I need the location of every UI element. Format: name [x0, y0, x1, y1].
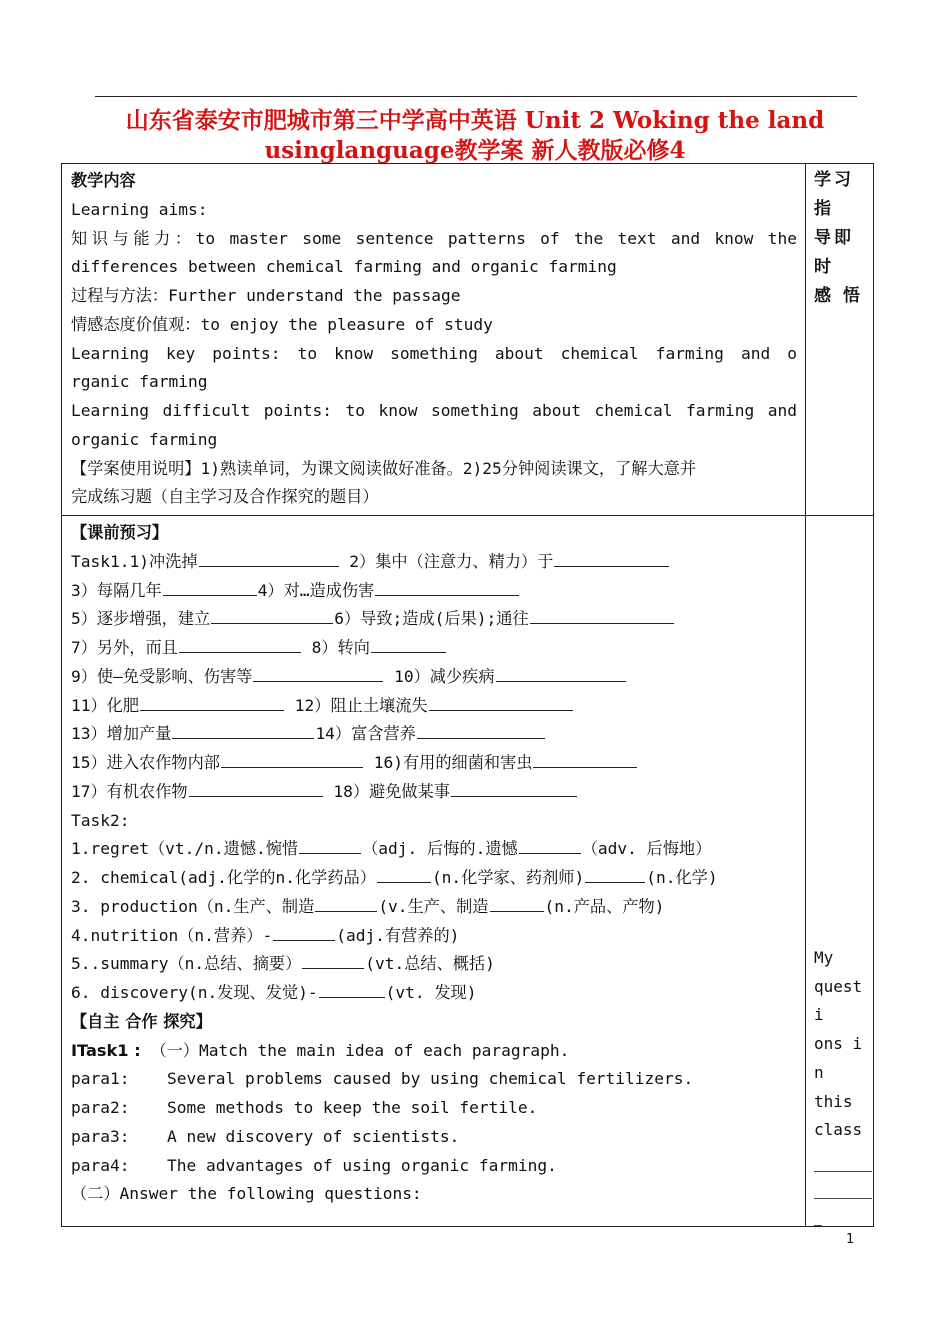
answer-blank[interactable] — [315, 893, 377, 912]
word-form-prompt: (v.生产、制造 — [378, 896, 489, 916]
vocab-row — [71, 663, 797, 692]
answer-blank[interactable] — [585, 864, 645, 883]
vocab-prompt: Task1.1)冲洗掉 — [71, 551, 198, 571]
vocab-prompt: 10）减少疾病 — [384, 666, 495, 686]
answer-blank[interactable] — [299, 835, 361, 854]
notes-blank-line[interactable] — [814, 1199, 822, 1226]
word-form-row — [71, 835, 797, 864]
word-form-prompt: (n.化学家、药剂师) — [431, 868, 585, 887]
paragraph-label: para1: — [71, 1069, 130, 1089]
word-form-prompt: 5..summary（n.总结、摘要） — [71, 954, 302, 974]
answer-blank[interactable] — [490, 893, 544, 912]
answer-blank[interactable] — [189, 778, 323, 797]
answer-blank[interactable] — [172, 720, 314, 739]
objective-line: 知识与能力：to master some sentence patterns of the text and know the — [71, 228, 797, 248]
vocab-prompt: 14）富含营养 — [315, 724, 416, 744]
answer-blank[interactable] — [273, 922, 335, 941]
note-line: My — [814, 948, 834, 967]
answer-blank[interactable] — [302, 950, 364, 969]
my-questions-note — [814, 944, 867, 1226]
usage-instructions-line: 【学案使用说明】1)熟读单词，为课文阅读做好准备。2)25分钟阅读课文，了解大意并 — [71, 458, 697, 478]
answer-blank[interactable] — [417, 720, 545, 739]
word-form-row — [71, 893, 797, 922]
answer-blank[interactable] — [533, 749, 637, 768]
word-form-prompt: (adj.有营养的) — [336, 925, 460, 945]
paragraph-label: para3: — [71, 1126, 130, 1146]
note-line: questi — [814, 976, 863, 1025]
preview-heading: 【课前预习】 — [71, 523, 169, 542]
answer-blank[interactable] — [429, 692, 573, 711]
word-form-prompt: 4.nutrition（n.营养）- — [71, 925, 273, 945]
word-form-prompt: （adj. 后悔的.遗憾 — [362, 839, 518, 859]
page-number: 1 — [846, 1232, 855, 1247]
paragraph-idea: Several problems caused by using chemical fertilizers. — [167, 1069, 694, 1089]
guidance-heading-line: 导即时 — [814, 228, 854, 277]
vocab-prompt: 4）对…造成伤害 — [257, 580, 375, 600]
objectives-cell — [62, 164, 806, 516]
answer-blank[interactable] — [221, 749, 363, 768]
vocab-prompt: 15）进入农作物内部 — [71, 753, 220, 772]
word-form-prompt: 1.regret（vt./n.遗憾.惋惜 — [71, 839, 299, 859]
word-form-prompt: （adv. 后悔地） — [581, 839, 712, 859]
vocab-prompt: 18）避免做某事 — [323, 781, 450, 801]
row-objectives — [62, 164, 874, 516]
word-form-prompt: (n.化学) — [646, 868, 718, 887]
word-form-prompt: (n.产品、产物) — [544, 896, 665, 916]
guidance-cell — [806, 164, 874, 516]
key-points-line: Learning key points: to know something about chemical farming and o — [71, 343, 797, 363]
answer-blank[interactable] — [530, 605, 674, 624]
section-heading-content: 教学内容 — [71, 171, 136, 190]
answer-blank[interactable] — [319, 979, 385, 998]
answer-blank[interactable] — [496, 663, 626, 682]
objective-line: 情感态度价值观：to enjoy the pleasure of study — [71, 314, 493, 334]
answer-blank[interactable] — [163, 577, 257, 596]
vocab-row — [71, 692, 797, 721]
guidance-heading-line: 学习指 — [814, 170, 854, 219]
task1-label: ⅠTask1 : — [71, 1040, 141, 1060]
word-form-row — [71, 922, 797, 951]
vocab-prompt: 3）每隔几年 — [71, 580, 162, 600]
key-points-line: rganic farming — [71, 372, 208, 392]
vocab-prompt: 5）逐步增强，建立 — [71, 609, 211, 629]
preview-cell — [62, 516, 806, 1227]
notes-cell — [806, 516, 874, 1227]
usage-instructions-line: 完成练习题（自主学习及合作探究的题目） — [71, 487, 379, 507]
notes-blank-line[interactable] — [814, 1172, 872, 1199]
vocab-prompt: 2）集中（注意力、精力）于 — [339, 551, 554, 571]
vocab-row — [71, 778, 797, 807]
task2-label: Task2: — [71, 810, 130, 830]
learning-aims-label: Learning aims: — [71, 199, 208, 219]
vocab-row — [71, 720, 797, 749]
answer-blank[interactable] — [371, 634, 446, 653]
word-form-row — [71, 979, 797, 1008]
paragraph-idea: The advantages of using organic farming. — [167, 1155, 557, 1175]
note-line: class — [814, 1120, 863, 1140]
vocab-row — [71, 548, 797, 577]
inquiry-heading: 【自主 合作 探究】 — [71, 1011, 212, 1031]
vocab-prompt: 7）另外，而且 — [71, 638, 178, 657]
difficult-points-line: organic farming — [71, 429, 218, 449]
objective-line: 过程与方法：Further understand the passage — [71, 286, 461, 305]
task1-instruction: （一）Match the main idea of each paragraph. — [150, 1040, 570, 1060]
word-form-prompt: 6. discovery(n.发现、发觉)- — [71, 983, 318, 1002]
objective-line: differences between chemical farming and organic farming — [71, 257, 617, 277]
vocab-prompt: 12）阻止土壤流失 — [285, 695, 428, 715]
answer-blank[interactable] — [451, 778, 577, 797]
answer-blank[interactable] — [375, 577, 519, 596]
word-form-prompt: 3. production（n.生产、制造 — [71, 896, 315, 916]
answer-blank[interactable] — [211, 605, 333, 624]
answer-blank[interactable] — [179, 634, 301, 653]
paragraph-label: para4: — [71, 1155, 130, 1175]
vocab-row — [71, 605, 797, 634]
vocab-row — [71, 749, 797, 778]
vocab-prompt: 11）化肥 — [71, 695, 140, 715]
vocab-row — [71, 577, 797, 606]
paragraph-row — [71, 1123, 797, 1152]
word-form-prompt: (vt. 发现) — [385, 983, 477, 1002]
note-line: this — [814, 1091, 853, 1111]
task1-line — [71, 1037, 797, 1066]
note-line: ons in — [814, 1034, 863, 1082]
answer-questions-line: （二）Answer the following questions: — [71, 1184, 422, 1204]
word-form-row — [71, 864, 797, 893]
document-title — [60, 106, 890, 166]
word-form-row — [71, 950, 797, 979]
difficult-points-line: Learning difficult points: to know something about chemical farming and — [71, 401, 797, 420]
header-rule — [95, 96, 857, 97]
vocab-prompt: 13）增加产量 — [71, 724, 172, 744]
answer-blank[interactable] — [519, 835, 581, 854]
guidance-heading-line: 感 悟 — [814, 286, 863, 306]
paragraph-row — [71, 1094, 797, 1123]
answer-blank[interactable] — [140, 692, 284, 711]
answer-blank[interactable] — [199, 548, 339, 567]
vocab-prompt: 9）使—免受影响、伤害等 — [71, 666, 253, 686]
vocab-prompt: 16)有用的细菌和害虫 — [364, 753, 533, 772]
paragraph-idea: Some methods to keep the soil fertile. — [167, 1098, 538, 1117]
vocab-prompt: 17）有机农作物 — [71, 781, 188, 801]
word-form-prompt: 2. chemical(adj.化学的n.化学药品） — [71, 868, 376, 887]
vocab-row — [71, 634, 797, 663]
paragraph-label: para2: — [71, 1098, 130, 1117]
vocab-prompt: 6）导致;造成(后果);通往 — [334, 609, 529, 629]
row-preview — [62, 516, 874, 1227]
word-form-prompt: (vt.总结、概括) — [365, 954, 495, 974]
answer-blank[interactable] — [554, 548, 669, 567]
answer-blank[interactable] — [377, 864, 431, 883]
title-line-2: usinglanguage教学案 新人教版必修4 — [264, 137, 686, 164]
paragraph-row — [71, 1152, 797, 1181]
lesson-table — [61, 163, 874, 1227]
answer-blank[interactable] — [253, 663, 383, 682]
title-line-1: 山东省泰安市肥城市第三中学高中英语 Unit 2 Woking the land — [125, 107, 825, 134]
vocab-prompt: 8）转向 — [301, 638, 370, 657]
notes-blank-line[interactable] — [814, 1145, 872, 1172]
paragraph-idea: A new discovery of scientists. — [167, 1126, 460, 1146]
paragraph-row — [71, 1065, 797, 1094]
